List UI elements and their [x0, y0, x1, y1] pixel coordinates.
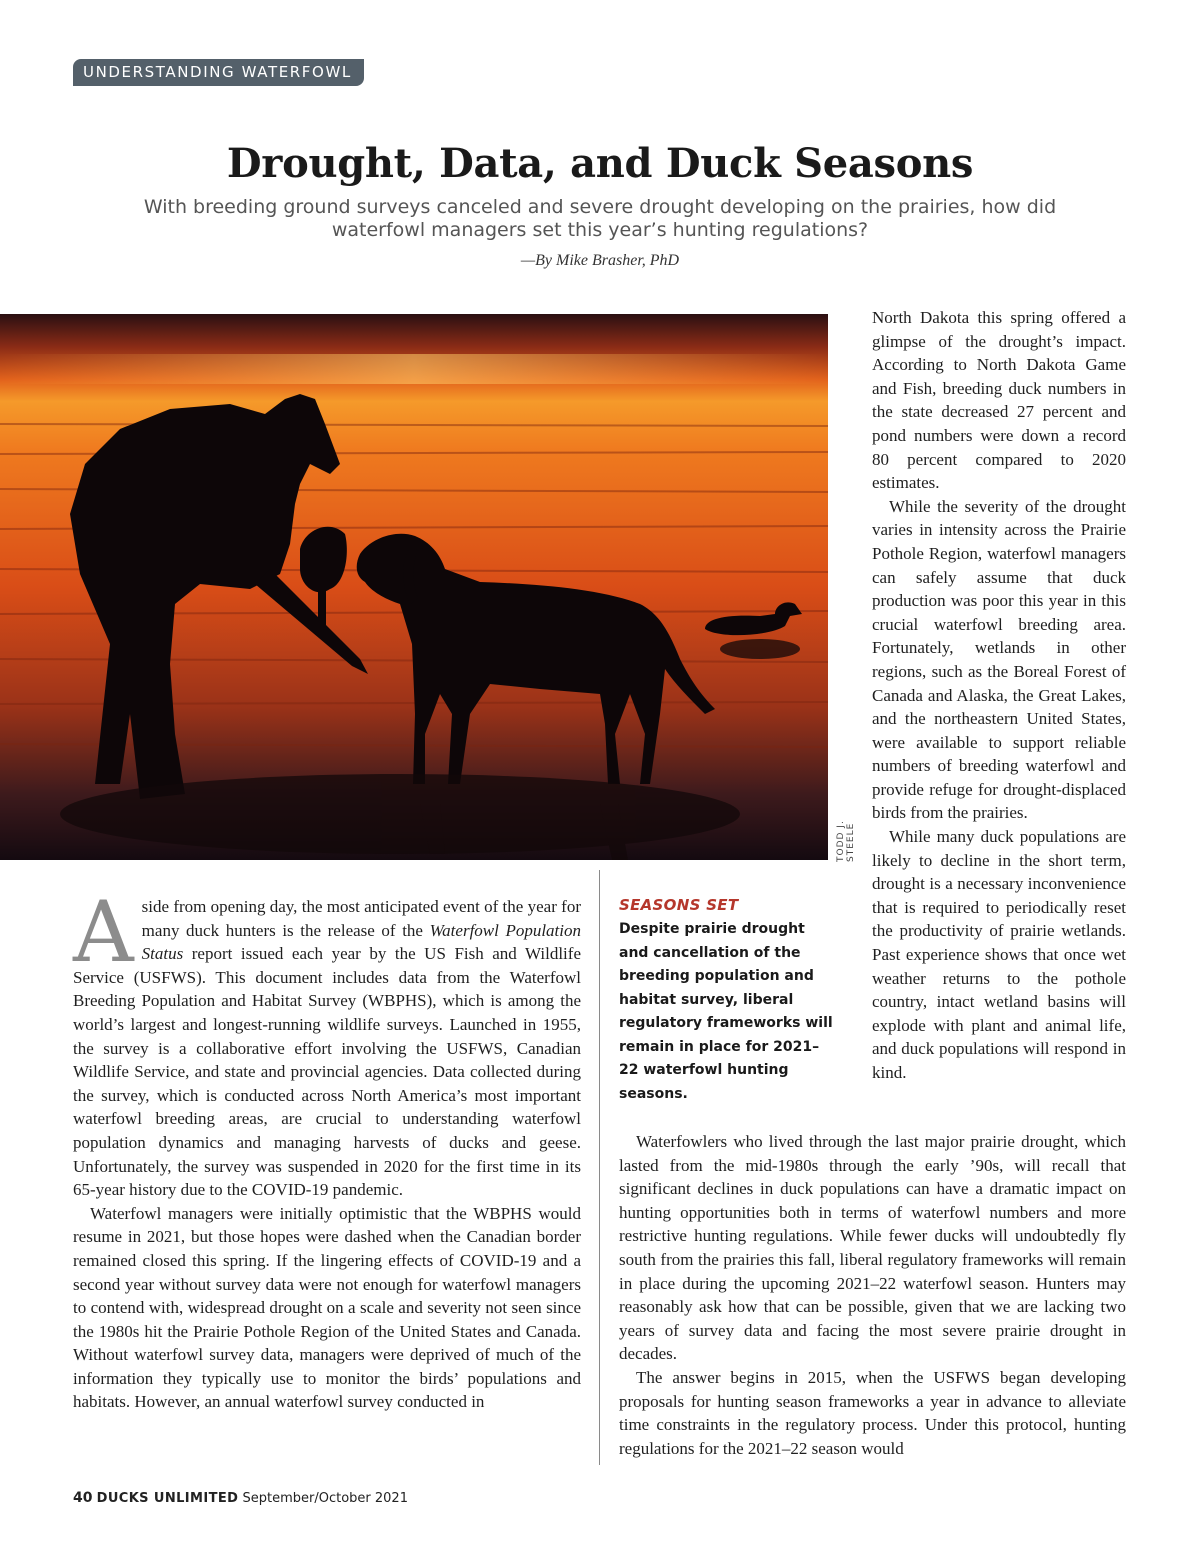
paragraph: Waterfowlers who lived through the last major prairie drought, which lasted from the mid-1980s through the early ’90s, will recall that significant declines in duck populations can have a dramatic impact on hunting opportunities both in terms of waterfowl numbers and more restrictive hunting regulations. While fewer ducks will undoubtedly fly south from the prairies this fall, liberal regulatory frameworks will remain in place during the upcoming 2021–22 waterfowl season. Hunters may reasonably ask how that can be possible, given that we are lacking two years of survey data and facing the most severe prairie drought in decades. — [619, 1132, 1126, 1364]
byline: —By Mike Brasher, PhD — [520, 252, 680, 269]
right-column-top — [872, 306, 1126, 1085]
right-column-bottom — [619, 1130, 1126, 1460]
paragraph-text: side from opening day, the most anticipated event of the year for many duck hunters is the release of the — [141, 897, 581, 940]
page-footer — [73, 1490, 408, 1506]
paragraph: The answer begins in 2015, when the USFWS began developing proposals for hunting season frameworks a year in advance to alleviate time constraints in the regulatory process. Under this protocol, hunting regulations for the 2021–22 season would — [619, 1367, 1126, 1458]
page-number: 40 — [73, 1490, 93, 1506]
column-divider — [599, 870, 600, 1465]
report-title: Waterfowl Population Status — [141, 920, 582, 964]
sidebar-callout — [619, 896, 834, 1106]
hunter-dog-sunset-photo — [0, 314, 828, 860]
article-title: Drought, Data, and Duck Seasons — [226, 140, 974, 187]
sidebar-body: Despite prairie drought and cancellation of the breeding population and habitat survey, liberal regulatory frameworks will remain in place for 2021–22 waterfowl hunting seasons. — [619, 921, 833, 1102]
article-subtitle: With breeding ground surveys canceled and severe drought developing on the prairies, how did waterfowl managers set this year’s hunting regulations? — [143, 196, 1057, 241]
paragraph: Waterfowl managers were initially optimistic that the WBPHS would resume in 2021, but those hopes were dashed when the Canadian border remained closed this spring. If the lingering effects of COVID-19 and a second year without survey data were not enough for waterfowl managers to contend with, widespread drought on a scale and severity not seen since the 1980s hit the Prairie Pothole Region of the United States and Canada. Without waterfowl survey data, managers were deprived of much of the information they typically use to monitor the birds’ populations and habitats. However, an annual waterfowl survey conducted in — [73, 1203, 581, 1412]
paragraph: North Dakota this spring offered a glimpse of the drought’s impact. According to North Dakota Game and Fish, breeding duck numbers in the state decreased 27 percent and pond numbers were down a record 80 percent compared to 2020 estimates. — [872, 308, 1126, 493]
section-tag: UNDERSTANDING WATERFOWL — [73, 59, 364, 86]
paragraph: While many duck populations are likely to decline in the short term, drought is a necessary inconvenience that is required to periodically reset the productivity of prairie wetlands. Past experience shows that once wet weather returns to the pothole country, intact wetland basins will explode with plant and animal life, and duck populations will respond in kind. — [872, 827, 1126, 1082]
paragraph — [73, 883, 582, 1202]
sidebar-heading: SEASONS SET — [619, 896, 739, 914]
paragraph-text: report issued each year by the US Fish and Wildlife Service (USFWS). This document includes data from the Waterfowl Breeding Population and Habitat Survey (WBPHS), which is among the world’s largest and longest-running wildlife surveys. Launched in 1955, the survey is a collaborative effort involving the USFWS, Canadian Wildlife Service, and state and provincial agencies. Data collected during the survey, which is conducted across North America’s most important waterfowl breeding areas, are crucial to understanding waterfowl population dynamics and managing harvests of ducks and geese. Unfortunately, the survey was suspended in 2020 for the first time in its 65-year history due to the COVID-19 pandemic. — [73, 944, 581, 1200]
paragraph: While the severity of the drought varies in intensity across the Prairie Pothole Region, waterfowl managers can safely assume that duck production was poor this year in this crucial waterfowl breeding area. Fortunately, wetlands in other regions, such as the Boreal Forest of Canada and Alaska, the Great Lakes, and the northeastern United States, were available to support reliable numbers of breeding waterfowl and provide refuge for drought-displaced birds from the prairies. — [872, 496, 1126, 823]
magazine-name: DUCKS UNLIMITED — [96, 1491, 239, 1506]
left-column — [73, 883, 582, 1414]
drop-cap: A — [73, 883, 134, 981]
photo-credit: TODD J. STEELE — [836, 820, 856, 862]
issue-date: September/October 2021 — [242, 1491, 408, 1506]
